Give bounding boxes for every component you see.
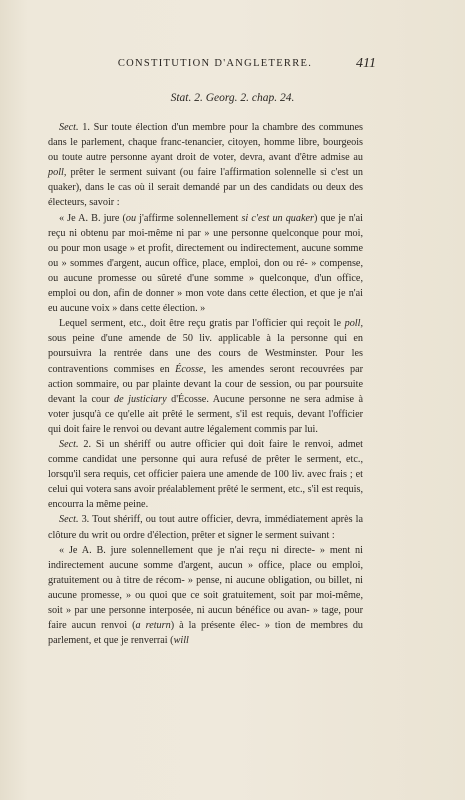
- statute-reference: Stat. 2. Georg. 2. chap. 24.: [170, 92, 295, 104]
- text-run: « Je A. B. jure solennellement que je n'ai reçu ni directe- » ment ni indirectement aucune somme d'argent, aucun » office, place ou emploi, gratuitement ou à titre de récom- » pense, ni aucune obligation, ou billet, ni aucune promesse, » ou quoi que ce soit gratuitement, soit par moi-même, soit » par une personne interposée, ni aucun bénéfice ou avan- » tage, pour faire aucun renvoi (: [48, 544, 363, 632]
- paragraph-sect-2: [48, 437, 363, 512]
- italic-run: a return: [135, 620, 171, 632]
- text-run: j'affirme solennellement: [136, 212, 242, 224]
- italic-run: ou: [125, 212, 137, 224]
- paragraph-oath-2: [48, 543, 363, 649]
- page-number: 411: [356, 56, 376, 71]
- running-title: CONSTITUTION D'ANGLETERRE.: [117, 58, 313, 69]
- text-run: d'Écosse. Aucune personne ne sera admise à voter jusqu'à ce qu'elle ait prêté le serment, s'il est requis, devant l'officier qui doit faire le renvoi ou devant autre légalement commis par lui.: [48, 393, 363, 435]
- body-text: [48, 120, 363, 648]
- italic-run: Écosse,: [175, 363, 206, 375]
- italic-run: de justiciary: [114, 393, 167, 405]
- text-run: 1. Sur toute élection d'un membre pour la chambre des communes dans le parlement, chaque franc-tenancier, citoyen, homme libre, bourgeois ou toute autre personne ayant droit de voter, devra, avant d'être admise au: [48, 122, 363, 164]
- paragraph-oath-1: [48, 211, 363, 317]
- text-run: les amendes seront recouvrées par action sommaire, ou par plainte devant la cour de session, ou par poursuite devant la cour: [48, 363, 363, 405]
- text-run: 2. Si un shériff ou autre officier qui doit faire le renvoi, admet comme candidat une personne qui aura refusé de prêter le serment, etc., lorsqu'il sera requis, cet officier paiera une amende de 100 liv. avec frais ; et celui qui votera sans avoir préalablement prêté le serment, etc., s'il est requis, encourra la même peine.: [48, 438, 363, 511]
- text-run: ) que je n'ai reçu ni obtenu par moi-même ni par » une personne quelconque pour moi, ou pour mon usage » et profit, directement ou indirectement, aucune somme ou » sommes d'argent, aucun office, place, emploi, don ou ré- » compense, ou aucune promesse ou sûreté d'une somme » quelconque, d'un office, emploi ou don, afin de donner » mon vote dans cette élection, et que je n'ai eu aucune voix » dans cette élection. »: [48, 212, 363, 315]
- italic-run: will: [173, 635, 189, 647]
- page-header: [0, 56, 465, 76]
- italic-run: Sect.: [59, 514, 79, 526]
- italic-run: poll,: [344, 318, 363, 330]
- text-run: prêter le serment suivant (ou faire l'affirmation solennelle si c'est un quaker), dans le cas où il serait demandé par un des candidats ou deux des électeurs, savoir :: [48, 167, 363, 209]
- text-run: « Je A. B. jure (: [59, 212, 126, 224]
- paragraph-sect-1: [48, 120, 363, 211]
- text-run: sous peine d'une amende de 50 liv. applicable à la personne qui en poursuivra la rentrée dans une des cours de Westminster. Pour les contraventions commises en: [48, 333, 363, 375]
- text-run: 3. Tout shériff, ou tout autre officier, devra, immédiatement après la clôture du writ ou ordre d'élection, prêter et signer le serment suivant :: [48, 514, 363, 541]
- text-run: ) à la présente élec- » tion de membres du parlement, et que je renverrai (: [48, 620, 364, 647]
- italic-run: poll,: [48, 167, 67, 179]
- text-run: Lequel serment, etc., doit être reçu gratis par l'officier qui reçoit le: [59, 318, 345, 330]
- italic-run: Sect.: [59, 122, 79, 133]
- italic-run: si c'est un quaker: [241, 212, 314, 224]
- paragraph-sect-3: [48, 512, 363, 542]
- paragraph-oath-terms: [48, 316, 363, 437]
- italic-run: Sect.: [59, 438, 79, 450]
